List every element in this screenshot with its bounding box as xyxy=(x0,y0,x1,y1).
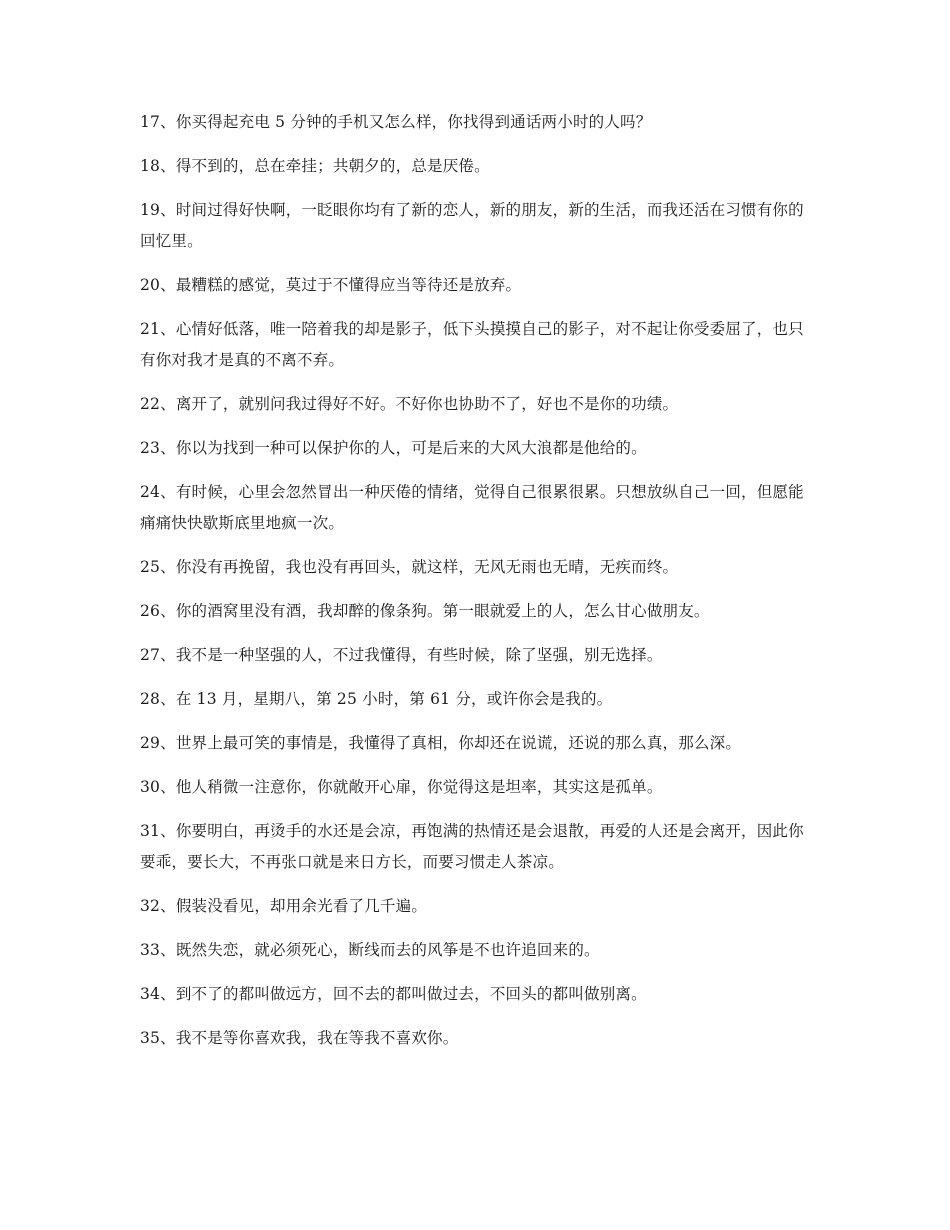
paragraph-29: 29、世界上最可笑的事情是，我懂得了真相，你却还在说谎，还说的那么真，那么深。 xyxy=(140,734,742,752)
paragraph-31: 31、你要明白，再烫手的水还是会凉，再饱满的热情还是会退散，再爱的人还是会离开，因此你要乖，要长大，不再张口就是来日方长，而要习惯走人茶凉。 xyxy=(140,822,804,871)
paragraph-20: 20、最糟糕的感觉，莫过于不懂得应当等待还是放弃。 xyxy=(140,276,522,294)
paragraph-32: 32、假装没看见，却用余光看了几千遍。 xyxy=(140,897,428,915)
paragraph-18: 18、得不到的，总在牵挂；共朝夕的，总是厌倦。 xyxy=(140,157,490,175)
paragraph-19: 19、时间过得好快啊，一眨眼你均有了新的恋人，新的朋友，新的生活，而我还活在习惯有你的回忆里。 xyxy=(140,201,804,250)
paragraph-30: 30、他人稍微一注意你，你就敞开心扉，你觉得这是坦率，其实这是孤单。 xyxy=(140,778,663,796)
paragraph-21: 21、心情好低落，唯一陪着我的却是影子，低下头摸摸自己的影子，对不起让你受委屈了，也只有你对我才是真的不离不弃。 xyxy=(140,320,804,369)
paragraph-34: 34、到不了的都叫做远方，回不去的都叫做过去，不回头的都叫做别离。 xyxy=(140,985,647,1003)
paragraph-17: 17、你买得起充电 5 分钟的手机又怎么样，你找得到通话两小时的人吗？ xyxy=(140,113,652,131)
paragraph-23: 23、你以为找到一种可以保护你的人，可是后来的大风大浪都是他给的。 xyxy=(140,439,647,457)
paragraph-22: 22、离开了，就别问我过得好不好。不好你也协助不了，好也不是你的功绩。 xyxy=(140,395,679,413)
paragraph-27: 27、我不是一种坚强的人，不过我懂得，有些时候，除了坚强，别无选择。 xyxy=(140,646,663,664)
paragraph-26: 26、你的酒窝里没有酒，我却醉的像条狗。第一眼就爱上的人，怎么甘心做朋友。 xyxy=(140,602,710,620)
paragraph-25: 25、你没有再挽留，我也没有再回头，就这样，无风无雨也无晴，无疾而终。 xyxy=(140,558,679,576)
paragraph-35: 35、我不是等你喜欢我，我在等我不喜欢你。 xyxy=(140,1029,459,1047)
paragraph-28: 28、在 13 月，星期八，第 25 小时，第 61 分，或许你会是我的。 xyxy=(140,690,613,708)
paragraph-24: 24、有时候，心里会忽然冒出一种厌倦的情绪，觉得自己很累很累。只想放纵自己一回，但愿能痛痛快快歇斯底里地疯一次。 xyxy=(140,483,804,532)
document-body xyxy=(140,107,805,1067)
paragraph-33: 33、既然失恋，就必须死心，断线而去的风筝是不也许追回来的。 xyxy=(140,941,600,959)
